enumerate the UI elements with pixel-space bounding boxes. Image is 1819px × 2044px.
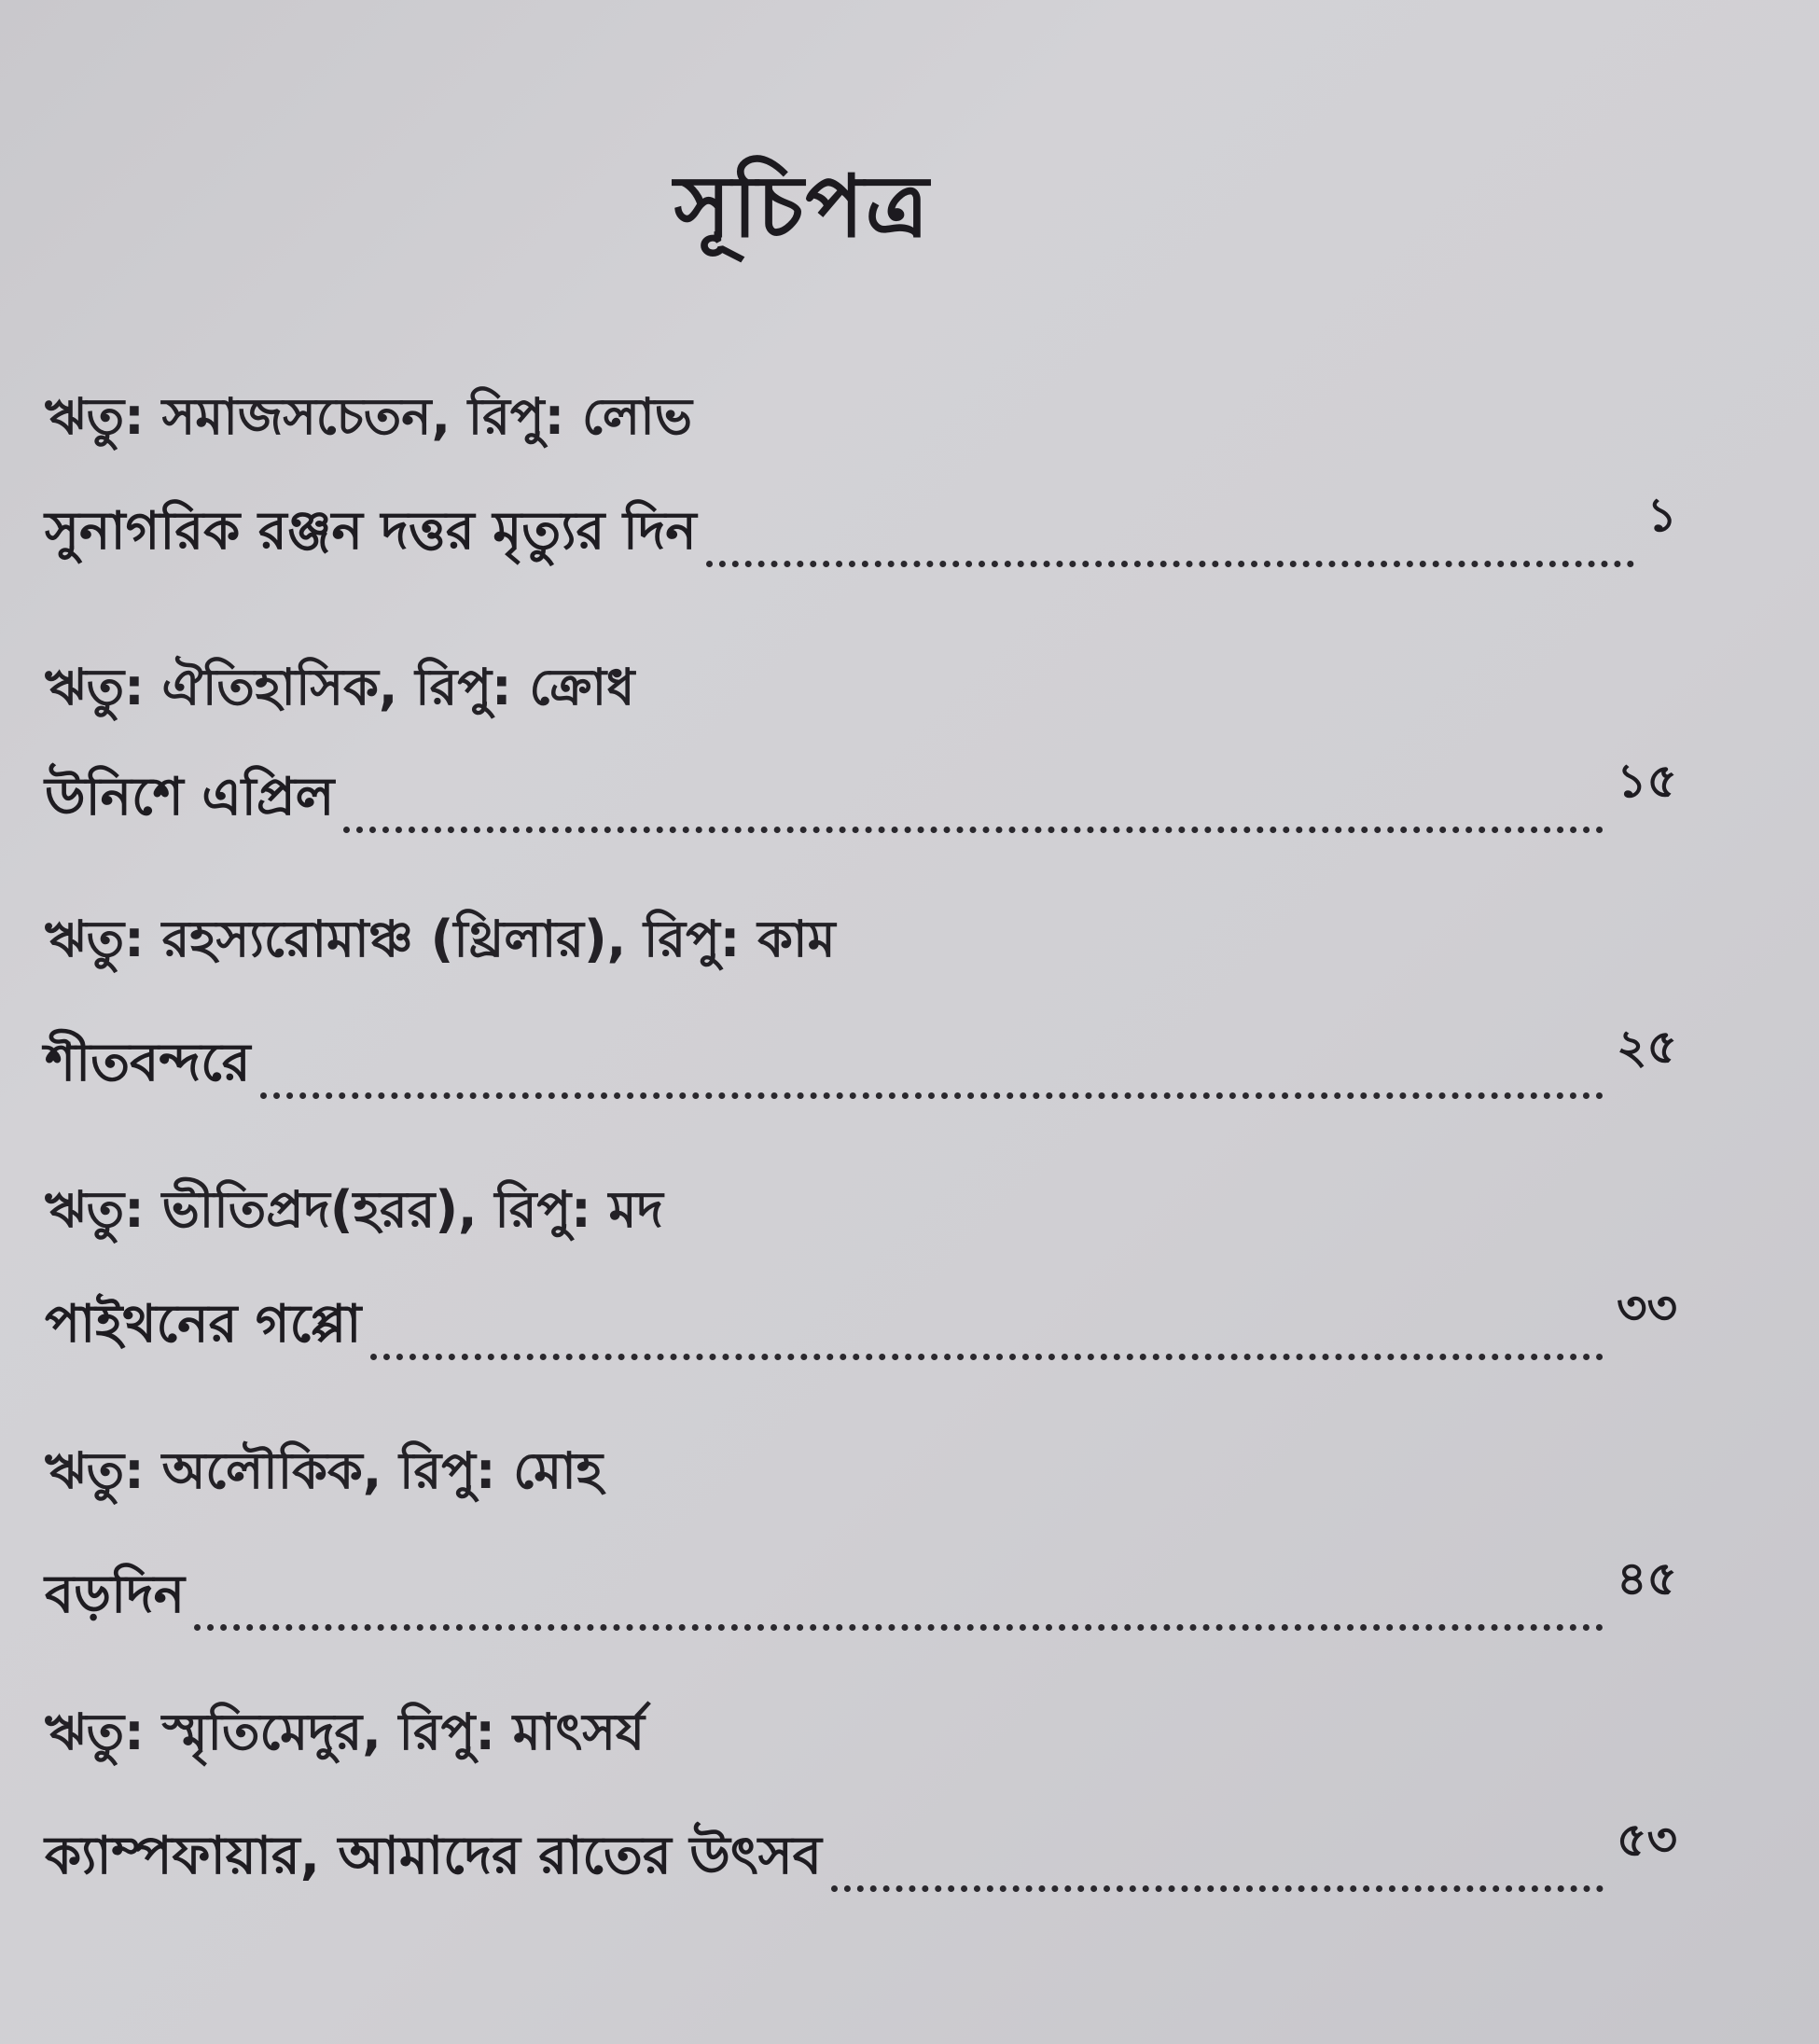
- story-title: ক্যাম্পফায়ার, আমাদের রাতের উৎসব: [45, 1826, 822, 1886]
- page-number: ১: [1646, 488, 1677, 542]
- page-number: ২৫: [1617, 1020, 1677, 1074]
- page-number: ৫৩: [1617, 1813, 1677, 1867]
- story-title: সুনাগরিক রঞ্জন দত্তর মৃত্যুর দিন: [45, 501, 697, 562]
- section-heading: ঋতু: ঐতিহাসিক, রিপু: ক্রোধ: [45, 658, 635, 716]
- section-heading: ঋতু: স্মৃতিমেদুর, রিপু: মাৎসর্য: [45, 1703, 646, 1761]
- section-heading: ঋতু: রহস্যরোমাঞ্চ (থ্রিলার), রিপু: কাম: [45, 910, 836, 968]
- page-number: ৪৫: [1617, 1551, 1677, 1606]
- dot-leader: [194, 1624, 1604, 1631]
- page-number: ১৫: [1617, 754, 1677, 808]
- section-heading: ঋতু: সমাজসচেতন, রিপু: লোভ: [45, 387, 693, 446]
- dot-leader: [260, 1092, 1604, 1099]
- story-title: বড়দিন: [45, 1564, 186, 1625]
- dot-leader: [370, 1354, 1604, 1360]
- story-title: শীতবন্দরে: [45, 1033, 251, 1093]
- toc-entry[interactable]: [45, 1813, 1677, 1903]
- story-title: উনিশে এপ্রিল: [45, 767, 335, 827]
- dot-leader: [831, 1885, 1604, 1892]
- toc-entry[interactable]: [45, 1281, 1677, 1371]
- dot-leader: [343, 827, 1604, 833]
- story-title: পাইথনের গপ্পো: [45, 1294, 362, 1355]
- page-number: ৩৩: [1616, 1281, 1677, 1335]
- toc-entry[interactable]: [45, 754, 1677, 844]
- section-heading: ঋতু: ভীতিপ্রদ(হরর), রিপু: মদ: [45, 1180, 663, 1239]
- section-heading: ঋতু: অলৌকিক, রিপু: মোহ: [45, 1441, 604, 1500]
- toc-entry[interactable]: [45, 488, 1677, 578]
- toc-entry[interactable]: [45, 1551, 1677, 1642]
- page-title: সূচিপত্র: [673, 156, 931, 257]
- toc-entry[interactable]: [45, 1020, 1677, 1110]
- dot-leader: [706, 561, 1634, 567]
